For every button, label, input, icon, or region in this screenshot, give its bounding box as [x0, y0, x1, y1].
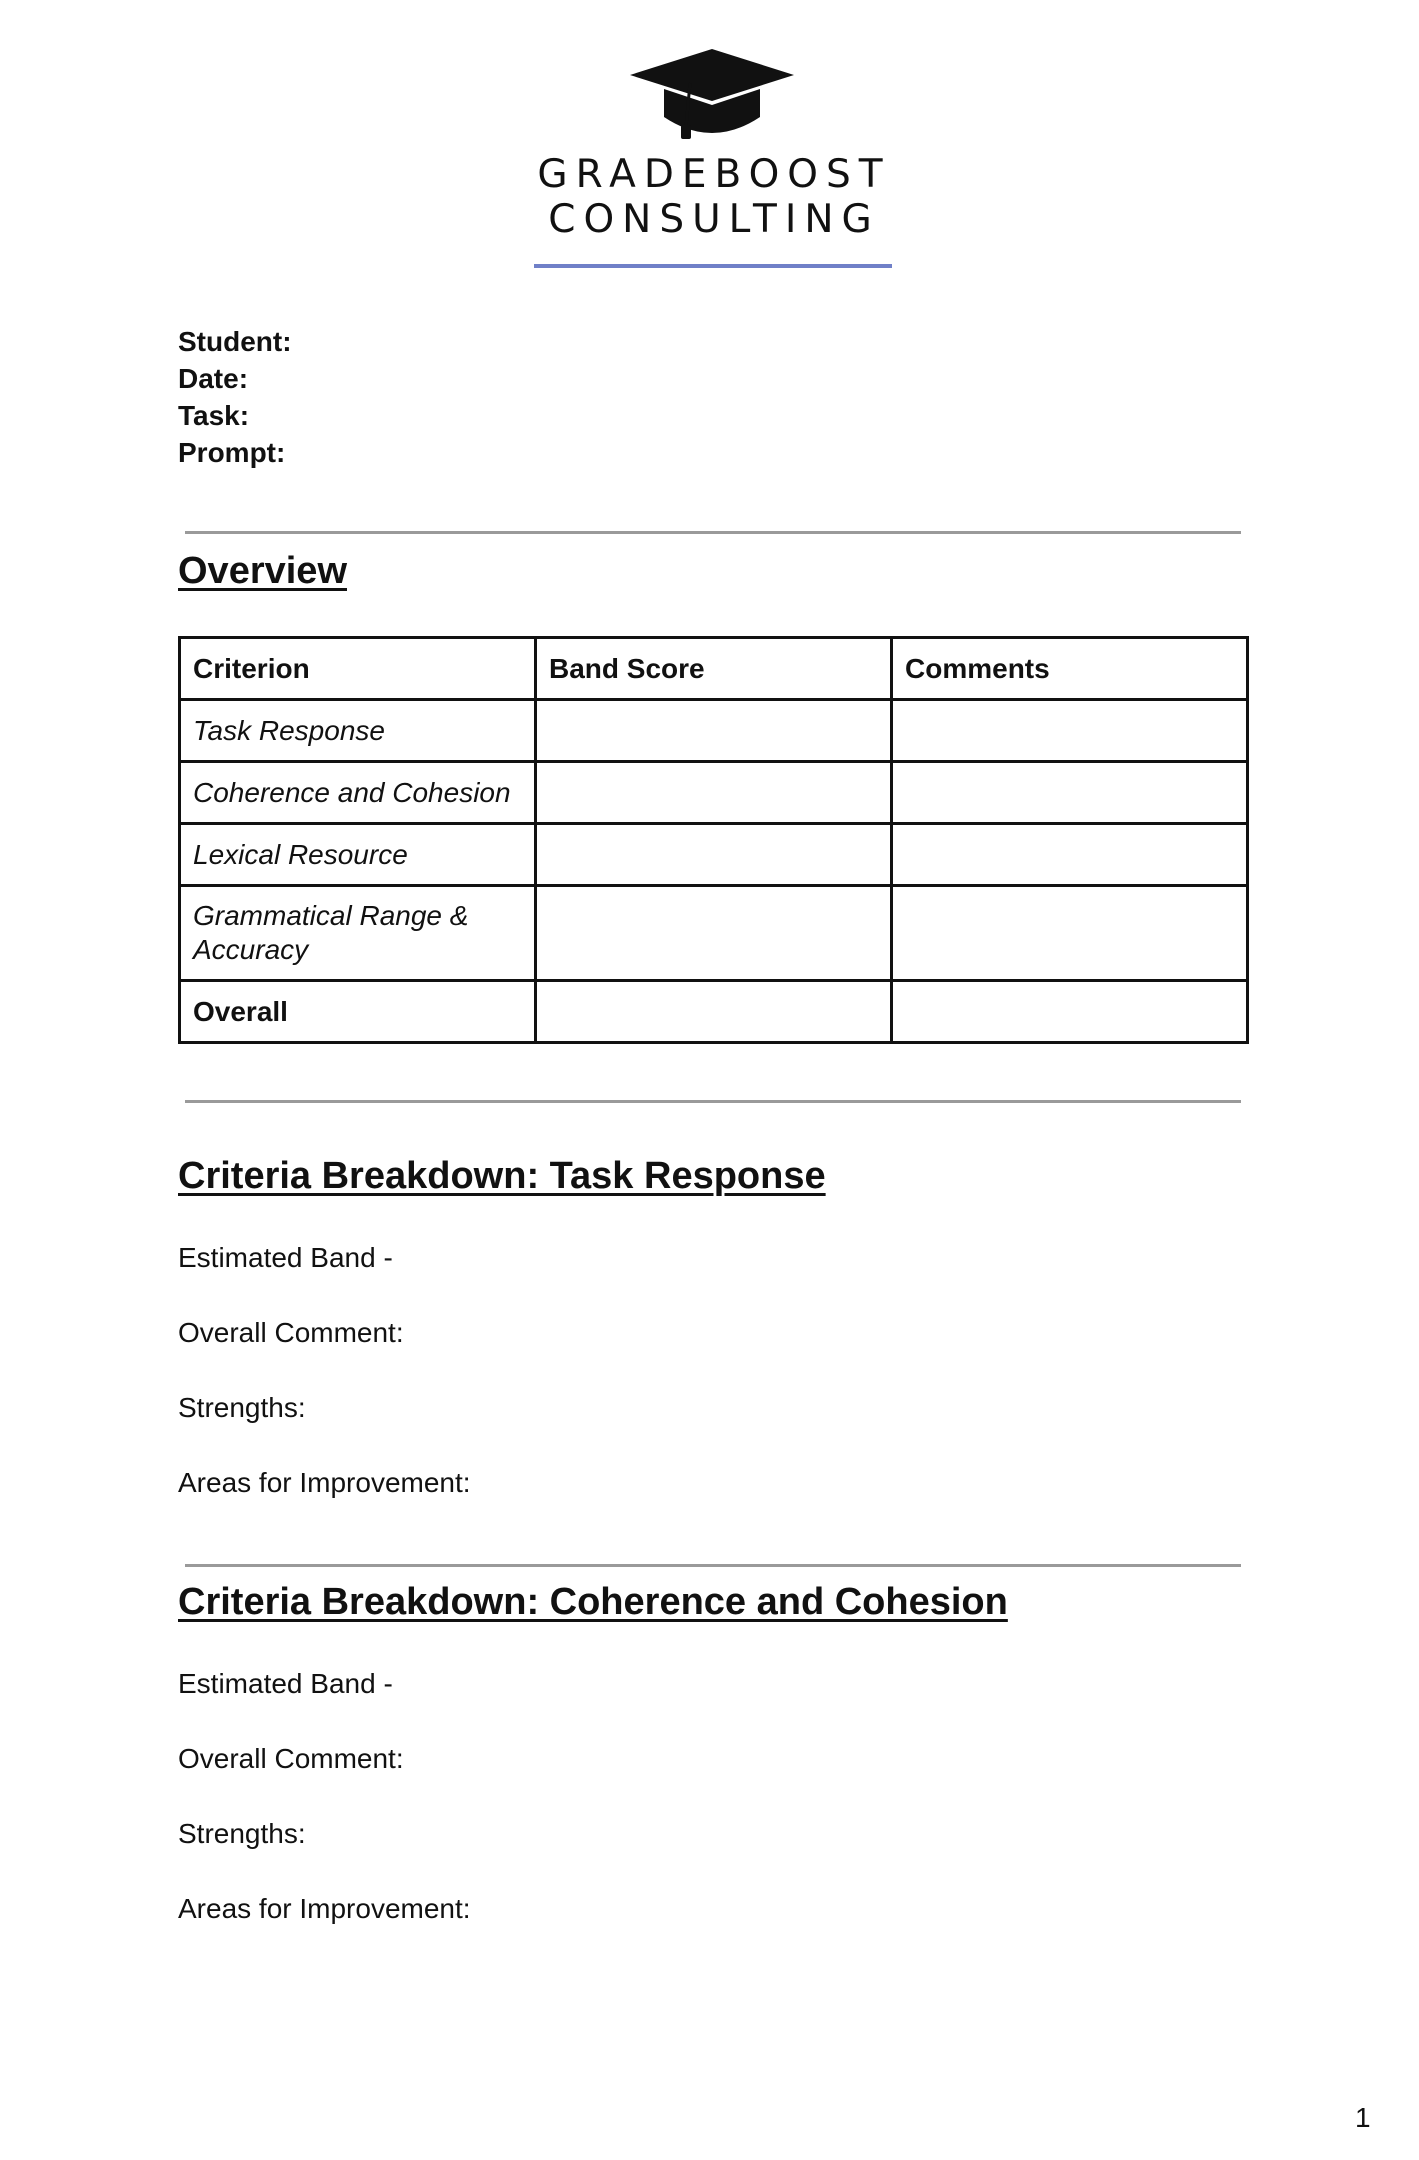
table-row [180, 824, 1248, 886]
logo-line-1: GRADEBOOST [537, 152, 891, 197]
areas-for-improvement-label: Areas for Improvement: [178, 1467, 471, 1498]
estimated-band-label: Estimated Band - [178, 1242, 393, 1273]
comments-cell [892, 700, 1248, 762]
band-score-cell [536, 981, 892, 1043]
band-score-cell [536, 762, 892, 824]
strengths-label: Strengths: [178, 1818, 306, 1849]
criterion-cell: Overall [180, 981, 536, 1043]
column-header-criterion: Criterion [180, 638, 536, 700]
comments-cell [892, 824, 1248, 886]
comments-cell [892, 762, 1248, 824]
divider-3 [185, 1564, 1241, 1567]
table-header-row [180, 638, 1248, 700]
logo-underline [534, 264, 892, 268]
overall-comment-label: Overall Comment: [178, 1317, 404, 1348]
band-score-cell [536, 700, 892, 762]
estimated-band-label: Estimated Band - [178, 1668, 393, 1699]
table-row [180, 886, 1248, 981]
task-label: Task: [178, 400, 250, 431]
table-row [180, 700, 1248, 762]
overall-comment-label: Overall Comment: [178, 1743, 404, 1774]
table-row [180, 981, 1248, 1043]
overview-table [178, 636, 1249, 1044]
logo-line-2: CONSULTING [548, 197, 880, 242]
strengths-label: Strengths: [178, 1392, 306, 1423]
comments-cell [892, 886, 1248, 981]
prompt-label: Prompt: [178, 437, 286, 468]
student-label: Student: [178, 326, 292, 357]
company-logo [496, 40, 932, 276]
areas-for-improvement-label: Areas for Improvement: [178, 1893, 471, 1924]
section-heading-task-response: Criteria Breakdown: Task Response [178, 1155, 826, 1197]
band-score-cell [536, 886, 892, 981]
date-label: Date: [178, 363, 249, 394]
divider-1 [185, 531, 1241, 534]
table-row [180, 762, 1248, 824]
graduation-cap-icon [624, 45, 800, 141]
column-header-comments: Comments [892, 638, 1248, 700]
column-header-band-score: Band Score [536, 638, 892, 700]
section-heading-coherence-cohesion: Criteria Breakdown: Coherence and Cohesion [178, 1581, 1008, 1623]
band-score-cell [536, 824, 892, 886]
criterion-cell: Task Response [180, 700, 536, 762]
divider-2 [185, 1100, 1241, 1103]
criterion-cell: Lexical Resource [180, 824, 536, 886]
comments-cell [892, 981, 1248, 1043]
criterion-cell: Coherence and Cohesion [180, 762, 536, 824]
overview-heading: Overview [178, 550, 347, 592]
criterion-cell: Grammatical Range & Accuracy [180, 886, 536, 981]
page-number: 1 [1355, 2102, 1371, 2133]
